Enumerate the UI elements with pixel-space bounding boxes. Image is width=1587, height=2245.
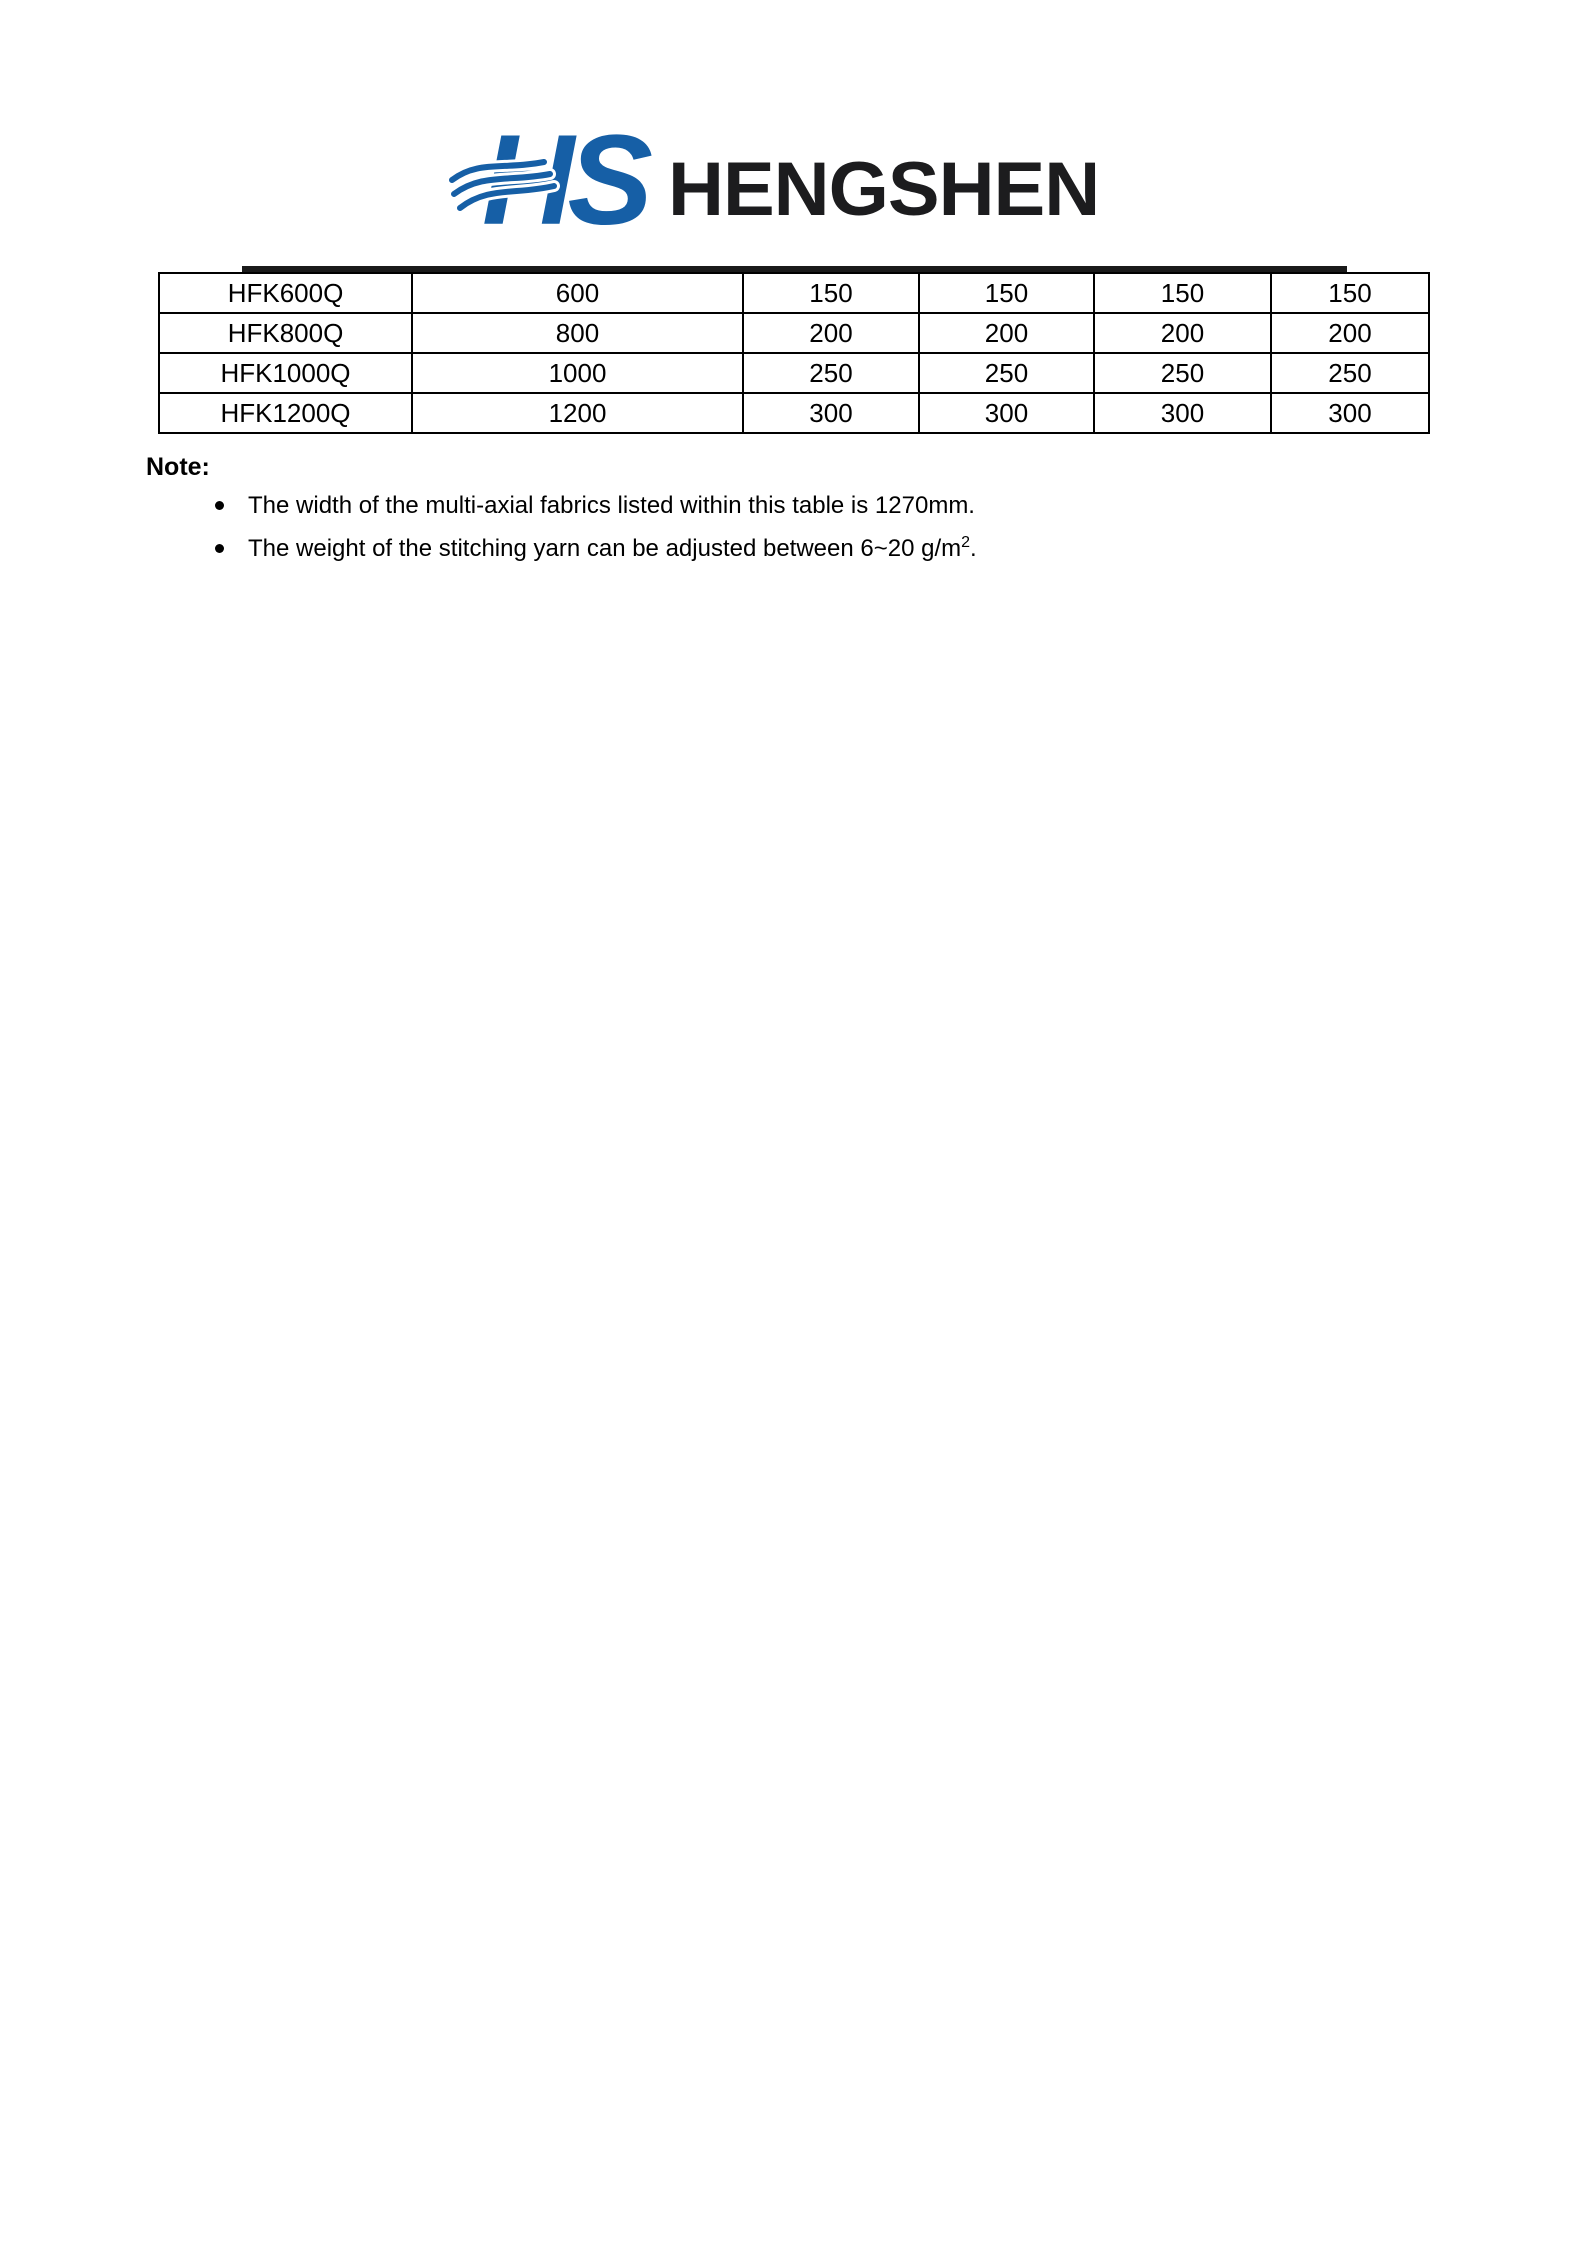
table-cell: 150 (743, 273, 919, 313)
table-cell-model: HFK800Q (159, 313, 412, 353)
table-cell-model: HFK1200Q (159, 393, 412, 433)
note-text-suffix: . (970, 535, 977, 562)
table-row (159, 393, 1429, 433)
table-cell: 200 (1271, 313, 1429, 353)
table-cell: 200 (919, 313, 1094, 353)
bullet-dot-icon (215, 501, 224, 510)
table-cell: 600 (412, 273, 743, 313)
table-cell: 200 (1094, 313, 1271, 353)
table-cell: 800 (412, 313, 743, 353)
logo-hs-text: HS (482, 120, 646, 234)
note-bullet-text (248, 535, 977, 562)
note-bullet-text (248, 492, 975, 519)
logo-wordmark: HENGSHEN (668, 147, 1100, 232)
table-cell: 250 (1271, 353, 1429, 393)
table-row (159, 313, 1429, 353)
superscript: 2 (961, 534, 971, 551)
note-list (215, 492, 1315, 578)
table-cell: 300 (919, 393, 1094, 433)
table-cell: 150 (919, 273, 1094, 313)
note-bullet-item (215, 492, 1315, 519)
table-cell-model: HFK1000Q (159, 353, 412, 393)
table-cell: 150 (1094, 273, 1271, 313)
table-cell: 200 (743, 313, 919, 353)
table-cell: 250 (743, 353, 919, 393)
table-cell: 300 (1094, 393, 1271, 433)
table-cell: 150 (1271, 273, 1429, 313)
table-cell: 250 (919, 353, 1094, 393)
note-bullet-item (215, 535, 1315, 562)
table-cell: 300 (743, 393, 919, 433)
table-row (159, 273, 1429, 313)
table-cell: 1000 (412, 353, 743, 393)
note-heading: Note: (146, 453, 210, 481)
table-cell: 300 (1271, 393, 1429, 433)
table-cell: 250 (1094, 353, 1271, 393)
table-cell-model: HFK600Q (159, 273, 412, 313)
table-cell: 1200 (412, 393, 743, 433)
hs-monogram-icon (448, 120, 670, 234)
note-text: The weight of the stitching yarn can be adjusted between 6~20 g/m (248, 535, 962, 562)
bullet-dot-icon (215, 544, 224, 553)
spec-table (158, 272, 1430, 434)
note-text: The width of the multi-axial fabrics listed within this table is 1270mm. (248, 492, 975, 519)
table-row (159, 353, 1429, 393)
